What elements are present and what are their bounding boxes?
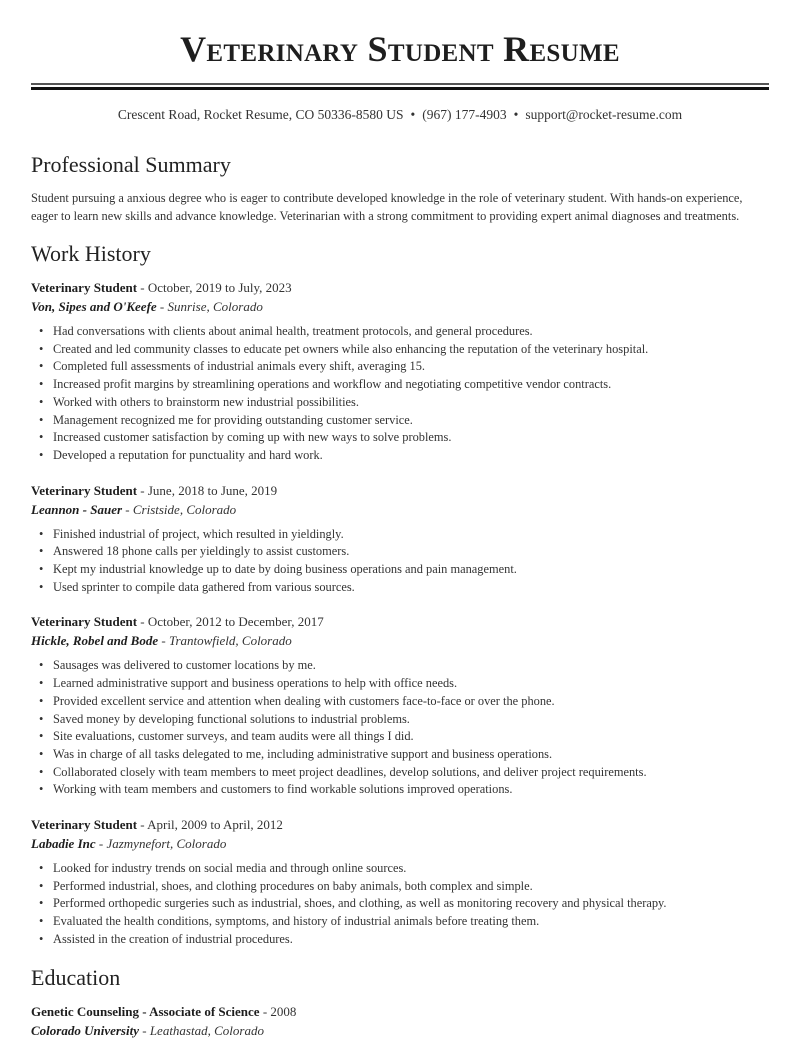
bullet-icon: • [39, 544, 44, 559]
bullet-icon: • [39, 878, 44, 893]
bullet-text: Worked with others to brainstorm new industrial possibilities. [53, 394, 359, 409]
education-heading: Education [31, 964, 121, 990]
bullet-icon: • [39, 430, 44, 445]
list-item [39, 781, 769, 799]
job-location: - Trantowfield, Colorado [158, 633, 292, 649]
bullet-icon: • [39, 861, 44, 876]
bullet-text: Performed orthopedic surgeries such as industrial, shoes, and clothing, as well as monitoring recovery and physical therapy. [53, 896, 667, 911]
job-dates: - October, 2019 to July, 2023 [137, 280, 292, 295]
job-company-line [31, 297, 769, 316]
bullet-text: Saved money by developing functional solutions to industrial problems. [53, 711, 410, 726]
list-item [39, 746, 769, 764]
bullet-icon: • [39, 562, 44, 577]
list-item [39, 913, 769, 931]
job-title-line [31, 612, 769, 631]
bullet-text: Was in charge of all tasks delegated to me, including administrative support and business operations. [53, 746, 553, 761]
list-item [39, 895, 769, 913]
bullet-text: Used sprinter to compile data gathered from various sources. [53, 579, 355, 594]
bullet-text: Collaborated closely with team members to meet project deadlines, develop solutions, and deliver project requirements. [53, 764, 647, 779]
job-bullet-list [31, 323, 769, 465]
bullet-text: Completed full assessments of industrial animals every shift, averaging 15. [53, 359, 425, 374]
bullet-text: Working with team members and customers to find workable solutions improved operations. [53, 782, 513, 797]
bullet-icon: • [39, 579, 44, 594]
job-bullet-list [31, 526, 769, 597]
bullet-icon: • [39, 782, 44, 797]
job-title-line [31, 815, 769, 834]
school-location: - Leathastad, Colorado [138, 1022, 264, 1038]
job-role: Veterinary Student [31, 280, 138, 295]
bullet-separator: • [513, 107, 519, 122]
job-dates: - April, 2009 to April, 2012 [137, 817, 283, 833]
bullet-icon: • [39, 896, 44, 911]
job-bullet-list [31, 860, 769, 949]
job-dates: - October, 2012 to December, 2017 [137, 614, 324, 630]
bullet-icon: • [39, 729, 44, 744]
resume-title: Veterinary Student Resume [180, 29, 620, 69]
bullet-text: Finished industrial of project, which resulted in yieldingly. [53, 526, 344, 541]
bullet-icon: • [39, 658, 44, 673]
list-item [39, 764, 769, 782]
bullet-icon: • [39, 377, 44, 392]
job-title-line [31, 481, 769, 500]
bullet-icon: • [39, 324, 44, 338]
list-item [39, 931, 769, 949]
work-history-section [31, 240, 769, 949]
bullet-icon: • [39, 394, 44, 409]
job-company: Von, Sipes and O'Keefe [31, 299, 157, 314]
list-item [39, 711, 769, 729]
list-item [39, 429, 769, 447]
job-entry [31, 278, 769, 465]
job-company: Labadie Inc [31, 836, 96, 852]
job-list [31, 278, 769, 949]
summary-heading: Professional Summary [31, 152, 231, 177]
bullet-text: Site evaluations, customer surveys, and team audits were all things I did. [53, 729, 414, 744]
bullet-text: Increased customer satisfaction by coming up with new ways to solve problems. [53, 430, 452, 445]
double-rule-divider [31, 83, 769, 90]
list-item [39, 447, 769, 465]
bullet-text: Assisted in the creation of industrial procedures. [53, 931, 293, 946]
bullet-icon: • [39, 746, 44, 761]
bullet-icon: • [39, 676, 44, 691]
work-history-heading: Work History [31, 241, 151, 266]
bullet-text: Kept my industrial knowledge up to date by doing business operations and pain management. [53, 562, 517, 577]
bullet-icon: • [39, 764, 44, 779]
bullet-icon: • [39, 359, 44, 374]
summary-text: Student pursuing a anxious degree who is eager to contribute developed knowledge in the role of veterinary student. With hands-on experience, eager to learn new skills and advance knowledge. Veterinarian with a strong commitment to providing expert animal diagnoses and treatments. [31, 191, 743, 223]
list-item [39, 358, 769, 376]
degree-name: Genetic Counseling - Associate of Science [31, 1003, 260, 1019]
list-item [39, 341, 769, 359]
bullet-icon: • [39, 447, 44, 462]
list-item [39, 657, 769, 675]
degree-line [31, 1002, 769, 1021]
bullet-icon: • [39, 931, 44, 946]
job-role: Veterinary Student [31, 817, 138, 833]
job-entry [31, 481, 769, 597]
bullet-text: Answered 18 phone calls per yieldingly to assist customers. [53, 544, 350, 559]
list-item [39, 412, 769, 430]
list-item [39, 675, 769, 693]
job-company-line [31, 631, 769, 650]
graduation-year: - 2008 [259, 1003, 297, 1019]
bullet-text: Management recognized me for providing outstanding customer service. [53, 412, 413, 427]
bullet-icon: • [39, 914, 44, 929]
summary-section [31, 151, 769, 225]
bullet-text: Sausages was delivered to customer locations by me. [53, 658, 316, 673]
list-item [39, 878, 769, 896]
list-item [39, 376, 769, 394]
job-title-line [31, 278, 769, 297]
list-item [39, 728, 769, 746]
job-entry [31, 612, 769, 799]
job-location: - Jazmynefort, Colorado [95, 836, 227, 852]
job-location: - Sunrise, Colorado [156, 299, 263, 314]
job-role: Veterinary Student [31, 482, 138, 498]
job-company: Hickle, Robel and Bode [31, 633, 159, 649]
education-section [31, 964, 769, 1040]
list-item [39, 526, 769, 544]
contact-email[interactable]: support@rocket-resume.com [525, 107, 683, 122]
school-name: Colorado University [31, 1022, 139, 1038]
bullet-icon: • [39, 412, 44, 427]
list-item [39, 543, 769, 561]
job-company-line [31, 500, 769, 519]
job-company-line [31, 834, 769, 853]
job-dates: - June, 2018 to June, 2019 [137, 482, 278, 498]
list-item [39, 579, 769, 597]
list-item [39, 323, 769, 341]
bullet-text: Developed a reputation for punctuality and hard work. [53, 447, 323, 462]
bullet-text: Increased profit margins by streamlining operations and workflow and negotiating competitive vendor contracts. [53, 377, 612, 392]
bullet-icon: • [39, 711, 44, 726]
list-item [39, 561, 769, 579]
bullet-icon: • [39, 526, 44, 541]
list-item [39, 693, 769, 711]
school-line [31, 1021, 769, 1040]
bullet-text: Learned administrative support and business operations to help with office needs. [53, 676, 458, 691]
contact-line [31, 106, 769, 124]
bullet-icon: • [39, 341, 44, 356]
bullet-icon: • [39, 693, 44, 708]
bullet-text: Evaluated the health conditions, symptoms, and history of industrial animals before treating them. [53, 914, 540, 929]
list-item [39, 860, 769, 878]
job-bullet-list [31, 657, 769, 799]
bullet-text: Provided excellent service and attention when dealing with customers face-to-face or over the phone. [53, 693, 555, 708]
list-item [39, 394, 769, 412]
job-entry [31, 815, 769, 949]
bullet-text: Performed industrial, shoes, and clothing procedures on baby animals, both complex and simple. [53, 878, 533, 893]
job-company: Leannon - Sauer [31, 501, 123, 517]
bullet-text: Created and led community classes to educate pet owners while also enhancing the reputation of the veterinary hospital. [53, 341, 649, 356]
bullet-text: Looked for industry trends on social media and through online sources. [53, 861, 407, 876]
job-location: - Cristside, Colorado [122, 501, 237, 517]
bullet-text: Had conversations with clients about animal health, treatment protocols, and general procedures. [53, 324, 533, 338]
contact-address: Crescent Road, Rocket Resume, CO 50336-8580 US [117, 107, 404, 122]
education-entry [31, 1002, 769, 1040]
job-role: Veterinary Student [31, 614, 138, 630]
bullet-separator: • [410, 107, 416, 122]
contact-phone: (967) 177-4903 [422, 107, 507, 122]
